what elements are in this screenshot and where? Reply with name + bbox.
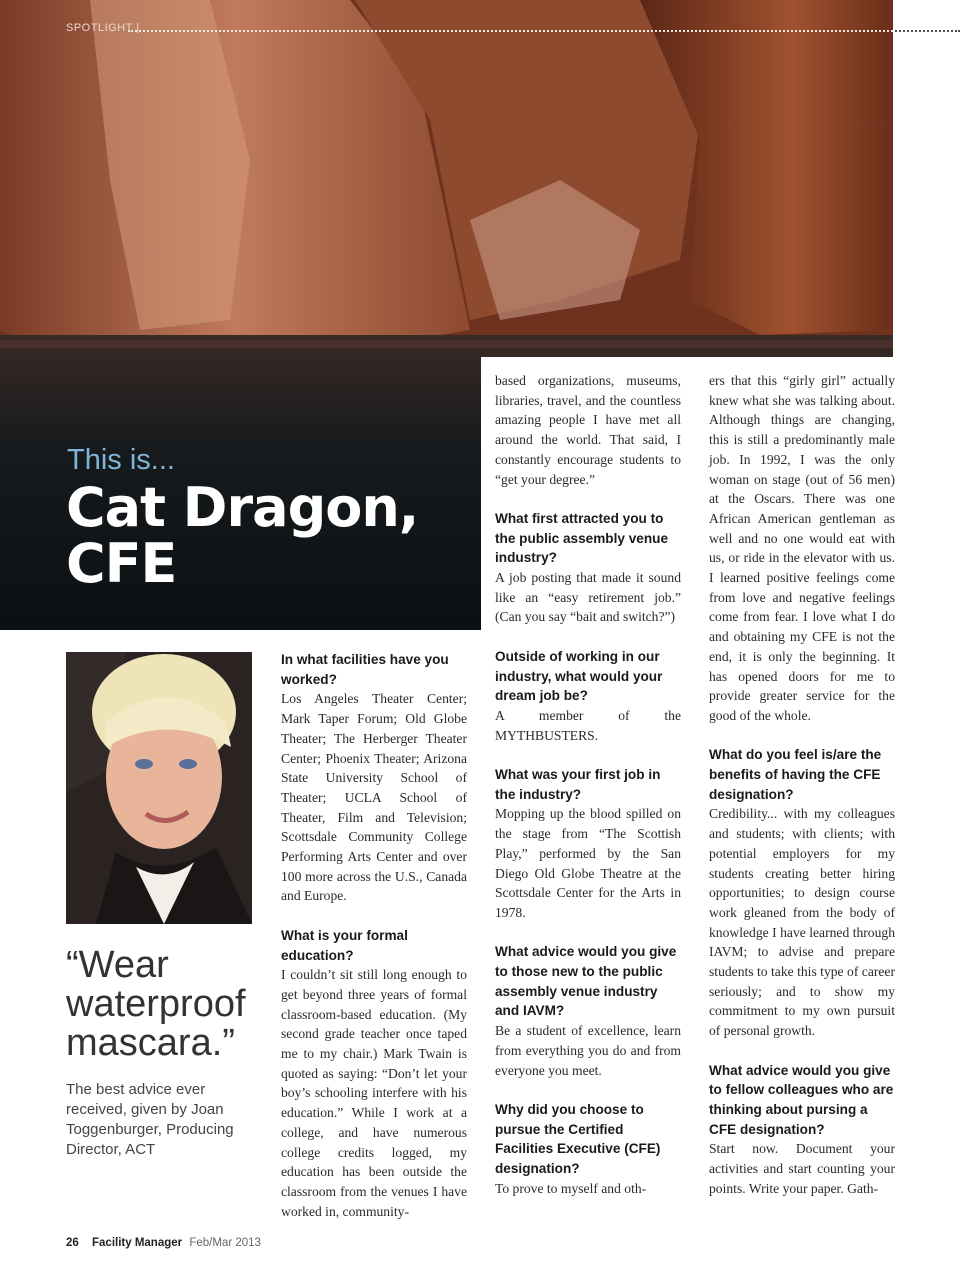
question: What was your first job in the industry? bbox=[495, 767, 661, 802]
answer: Be a student of excellence, learn from everything you do and from everyone you meet. bbox=[495, 1023, 681, 1078]
answer: Credibility... with my colleagues and students; with clients; with potential employers for my students creating better hiring opportunities; to design course work gleaned from the body of knowledge I have learned through IAVM; to advise and prepare students to take this type of career seriously; and to show my commitment to my own pursuit of personal growth. bbox=[709, 806, 895, 1039]
question: What is your formal education? bbox=[281, 927, 408, 963]
article-column-3 bbox=[709, 371, 895, 1199]
header-rule-overlay bbox=[128, 30, 893, 32]
answer: Mopping up the blood spilled on the stage from “The Scottish Play,” performed by the San Diego Old Globe Theatre at the Scottsdale Center for the Arts in 1978. bbox=[495, 806, 681, 920]
question: What advice would you give to fellow colleagues who are thinking about pursing a CFE designation? bbox=[709, 1062, 894, 1137]
article-column-2 bbox=[495, 371, 681, 1198]
answer: Los Angeles Theater Center; Mark Taper Forum; Old Globe Theater; The Herberger Theater Center; Phoenix Theater; Arizona State University School of Theater; UCLA School of Theater, Film and Television; Scottsdale Community College Performing Arts Center and over 100 more across the U.S., Canada and Europe. bbox=[281, 691, 467, 904]
question: In what facilities have you worked? bbox=[281, 652, 449, 687]
issue-date: Feb/Mar 2013 bbox=[189, 1237, 261, 1249]
answer: A member of the MYTHBUSTERS. bbox=[495, 707, 681, 743]
page-number: 26 bbox=[66, 1237, 79, 1249]
question: What do you feel is/are the benefits of having the CFE designation? bbox=[709, 747, 882, 802]
headline bbox=[66, 476, 486, 595]
question: Outside of working in our industry, what would your dream job be? bbox=[495, 648, 663, 704]
headline-kicker: This is... bbox=[67, 444, 175, 476]
question: What first attracted you to the public assembly venue industry? bbox=[495, 510, 669, 566]
answer: I couldn’t sit still long enough to get beyond three years of formal classroom-based education. (My second grade teacher once taped me to my chair.) Mark Twain is quoted as saying: “Don’t let your boy’s schooling interfere with his education.” While I work at a college, and have numerous college credits logged, my education has been outside the classroom from the venues I have worked in, community- bbox=[281, 967, 467, 1219]
question: Why did you choose to pursue the Certified Facilities Executive (CFE) designation? bbox=[495, 1101, 661, 1177]
headline-line-1: Cat Dragon, bbox=[66, 476, 419, 539]
portrait-photo bbox=[66, 652, 252, 924]
pull-quote: “Wear waterproof mascara.” bbox=[66, 944, 246, 1064]
answer: based organizations, museums, libraries, travel, and the countless amazing people I have met all around the world. That said, I constantly encourage students to “get your degree.” bbox=[495, 373, 681, 487]
answer: A job posting that made it sound like an “easy retirement job.” (Can you say “bait and switch?”) bbox=[495, 570, 681, 625]
section-label: SPOTLIGHT | bbox=[66, 22, 140, 34]
answer: ers that this “girly girl” actually knew what she was talking about. Although things are changing, this is still a predominantly male job. In 1992, I was the only woman on stage (out of 56 men) at the Oscars. There was one African American gentleman as well and no one would eat with us, or ride in the elevator with us. I learned positive feelings come from love and negative feelings come from fear. I love what I do and obtaining my CFE is not the end, it is only the beginning. It has opened doors for me to provide greater service for the good of the whole. bbox=[709, 373, 895, 723]
answer: To prove to myself and oth- bbox=[495, 1180, 647, 1196]
magazine-title: Facility Manager bbox=[92, 1237, 183, 1249]
headline-line-2: CFE bbox=[66, 532, 177, 595]
article-column-1 bbox=[281, 650, 467, 1221]
answer: Start now. Document your activities and start counting your points. Write your paper. Gath- bbox=[709, 1141, 895, 1196]
question: What advice would you give to those new to the public assembly venue industry and IAVM? bbox=[495, 944, 677, 1019]
page-footer bbox=[66, 1237, 261, 1249]
pull-quote-attribution: The best advice ever received, given by Joan Toggenburger, Producing Director, ACT bbox=[66, 1081, 234, 1158]
